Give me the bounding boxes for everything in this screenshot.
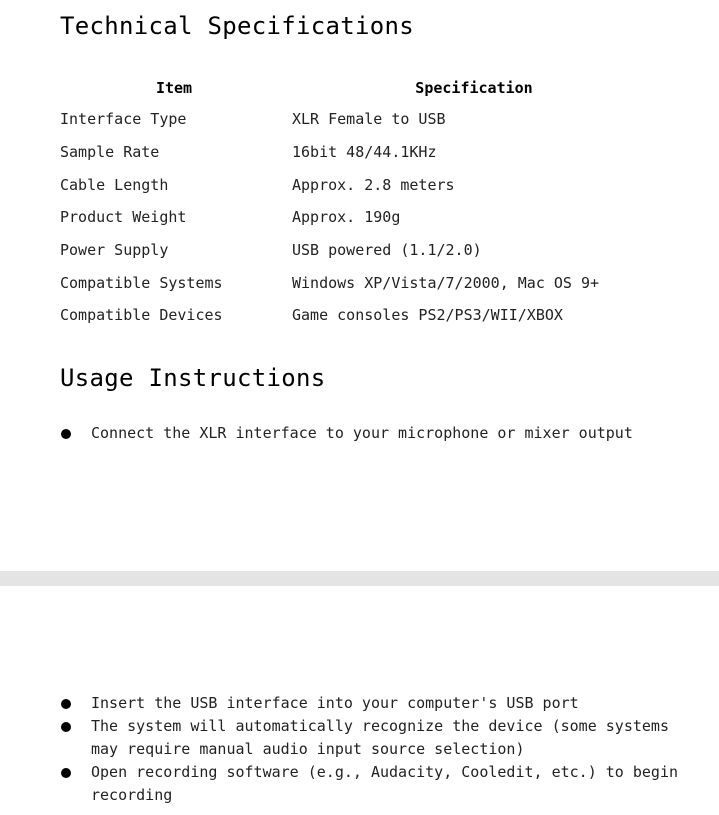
table-row [60,266,660,299]
step-text: Connect the XLR interface to your microphone or mixer output [91,424,633,442]
step-text: Insert the USB interface into your computer's USB port [91,694,579,712]
table-row [60,234,660,267]
usage-steps-list-continued [60,692,680,807]
row-item: Interface Type [60,110,187,129]
row-item: Sample Rate [60,143,160,162]
row-specification: USB powered (1.1/2.0) [292,241,482,260]
table-row [60,201,660,234]
technical-specifications-heading: Technical Specifications [60,12,414,40]
table-header-row [60,73,660,103]
step-text: Open recording software (e.g., Audacity, Cooledit, etc.) to begin recording [91,763,678,804]
bullet-icon [61,722,71,732]
bullet-icon [61,429,71,439]
row-item: Compatible Devices [60,306,223,325]
document-page-2 [0,586,719,815]
table-row [60,168,660,201]
row-specification: Approx. 2.8 meters [292,175,455,194]
page-separator [0,571,719,586]
row-item: Cable Length [60,175,169,194]
row-specification: 16bit 48/44.1KHz [292,143,437,162]
list-item [60,715,680,761]
row-item: Compatible Systems [60,273,223,292]
row-specification: Game consoles PS2/PS3/WII/XBOX [292,306,563,325]
row-specification: Approx. 190g [292,208,401,227]
list-item [60,422,680,445]
header-item: Item [155,79,193,97]
row-specification: XLR Female to USB [292,110,446,129]
bullet-icon [61,699,71,709]
usage-instructions-heading: Usage Instructions [60,364,326,392]
row-specification: Windows XP/Vista/7/2000, Mac OS 9+ [292,273,600,292]
list-item [60,692,680,715]
specifications-table [60,73,660,332]
table-row [60,299,660,332]
table-row [60,136,660,169]
row-item: Power Supply [60,241,169,260]
list-item [60,761,680,807]
step-text: The system will automatically recognize the device (some systems may require manual audio input source selection) [91,717,669,758]
usage-steps-list [60,422,680,445]
header-specification: Specification [415,79,533,97]
bullet-icon [61,768,71,778]
table-row [60,103,660,136]
row-item: Product Weight [60,208,187,227]
